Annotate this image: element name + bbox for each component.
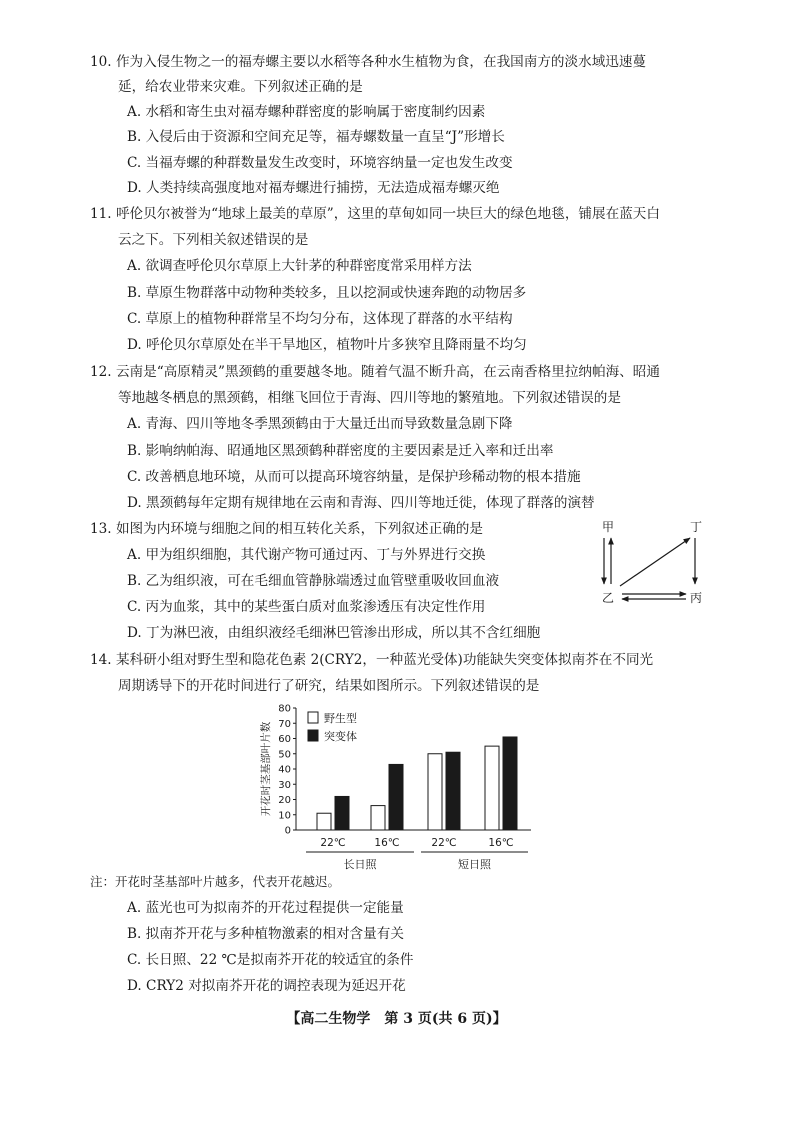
legend-swatch xyxy=(308,730,318,741)
q10-stem-line2: 延，给农业带来灾难。下列叙述正确的是 xyxy=(118,79,363,95)
y-tick-label: 50 xyxy=(278,749,291,761)
bar-wild-type-1 xyxy=(371,806,385,830)
q13-exchange-diagram xyxy=(594,518,714,606)
q14-option-b: B. 拟南芥开花与多种植物激素的相对含量有关 xyxy=(127,926,404,942)
x-tick-label: 22℃ xyxy=(431,837,457,849)
page-footer: 【高二生物学 第 3 页(共 6 页)】 xyxy=(286,1011,507,1027)
node-bing: 丙 xyxy=(690,591,703,605)
x-tick-label: 16℃ xyxy=(374,837,400,849)
q14-option-d: D. CRY2 对拟南芥开花的调控表现为延迟开花 xyxy=(127,978,406,994)
bar-mutant-0 xyxy=(335,796,349,830)
q14-stem-line2: 周期诱导下的开花时间进行了研究，结果如图所示。下列叙述错误的是 xyxy=(118,678,540,694)
x-tick-label: 22℃ xyxy=(320,837,346,849)
q13-option-d: D. 丁为淋巴液，由组织液经毛细淋巴管渗出形成，所以其不含红细胞 xyxy=(127,625,541,641)
q11-option-a: A. 欲调查呼伦贝尔草原上大针茅的种群密度常采用样方法 xyxy=(127,258,472,274)
bar-mutant-2 xyxy=(446,752,460,830)
q14-option-a: A. 蓝光也可为拟南芥的开花过程提供一定能量 xyxy=(127,900,404,916)
q11-stem-line1: 11. 呼伦贝尔被誉为“地球上最美的草原”，这里的草甸如同一块巨大的绿色地毯，铺展在蓝天白 xyxy=(90,206,660,222)
chart-labels xyxy=(259,704,514,872)
group-label: 长日照 xyxy=(343,858,377,871)
bar-mutant-1 xyxy=(389,764,403,830)
q12-stem-line1: 12. 云南是“高原精灵”黑颈鹤的重要越冬地。随着气温不断升高，在云南香格里拉纳帕海、昭通 xyxy=(90,364,660,380)
node-yi: 乙 xyxy=(602,591,615,605)
arrow-yi-to-ding xyxy=(620,538,690,586)
y-tick-label: 80 xyxy=(278,703,291,715)
q11-option-b: B. 草原生物群落中动物种类较多，且以挖洞或快速奔跑的动物居多 xyxy=(127,285,527,301)
q10-option-a: A. 水稻和寄生虫对福寿螺种群密度的影响属于密度制约因素 xyxy=(127,104,486,120)
x-tick-label: 16℃ xyxy=(488,837,514,849)
q14-option-c: C. 长日照、22 ℃是拟南芥开花的较适宜的条件 xyxy=(127,952,414,968)
q12-option-b: B. 影响纳帕海、昭通地区黑颈鹤种群密度的主要因素是迁入率和迁出率 xyxy=(127,443,554,459)
flowering-bar-chart xyxy=(256,700,546,872)
legend-swatch xyxy=(308,712,318,723)
q13-option-a: A. 甲为组织细胞，其代谢产物可通过丙、丁与外界进行交换 xyxy=(127,547,486,563)
q12-option-c: C. 改善栖息地环境，从而可以提高环境容纳量，是保护珍稀动物的根本措施 xyxy=(127,469,581,485)
y-tick-label: 70 xyxy=(278,718,291,730)
q10-stem-line1: 10. 作为入侵生物之一的福寿螺主要以水稻等各种水生植物为食，在我国南方的淡水域迅速蔓 xyxy=(90,54,647,70)
q11-option-d: D. 呼伦贝尔草原处在半干旱地区，植物叶片多狭窄且降雨量不均匀 xyxy=(127,337,527,353)
bar-mutant-3 xyxy=(503,737,517,830)
chart-legend xyxy=(308,711,357,743)
q10-option-b: B. 入侵后由于资源和空间充足等，福寿螺数量一直呈“J”形增长 xyxy=(127,129,505,145)
q11-option-c: C. 草原上的植物种群常呈不均匀分布，这体现了群落的水平结构 xyxy=(127,311,513,327)
y-tick-label: 0 xyxy=(284,825,291,837)
q11-stem-line2: 云之下。下列相关叙述错误的是 xyxy=(118,232,309,248)
bar-wild-type-2 xyxy=(428,754,442,830)
y-tick-label: 40 xyxy=(278,764,291,776)
legend-label: 突变体 xyxy=(324,730,357,743)
q14-stem-line1: 14. 某科研小组对野生型和隐花色素 2(CRY2，一种蓝光受体)功能缺失突变体拟南芥在不同光 xyxy=(90,652,654,668)
q12-option-a: A. 青海、四川等地冬季黑颈鹤由于大量迁出而导致数量急剧下降 xyxy=(127,416,513,432)
node-ding: 丁 xyxy=(690,520,703,534)
q10-option-c: C. 当福寿螺的种群数量发生改变时，环境容纳量一定也发生改变 xyxy=(127,155,513,171)
q12-stem-line2: 等地越冬栖息的黑颈鹤，相继飞回位于青海、四川等地的繁殖地。下列叙述错误的是 xyxy=(118,390,621,406)
bar-wild-type-0 xyxy=(317,813,331,830)
node-jia: 甲 xyxy=(602,520,615,534)
q13-stem-line1: 13. 如图为内环境与细胞之间的相互转化关系，下列叙述正确的是 xyxy=(90,521,483,537)
legend-label: 野生型 xyxy=(324,712,357,725)
q12-option-d: D. 黑颈鹤每年定期有规律地在云南和青海、四川等地迁徙，体现了群落的演替 xyxy=(127,495,595,511)
y-axis-label: 开花时茎基部叶片数 xyxy=(260,721,272,817)
y-tick-label: 10 xyxy=(278,810,291,822)
y-tick-label: 60 xyxy=(278,734,291,745)
y-tick-label: 30 xyxy=(278,779,291,791)
q13-option-c: C. 丙为血浆，其中的某些蛋白质对血浆渗透压有决定性作用 xyxy=(127,599,486,615)
q13-option-b: B. 乙为组织液，可在毛细血管静脉端透过血管壁重吸收回血液 xyxy=(127,573,500,589)
bar-wild-type-3 xyxy=(485,746,499,830)
chart-bars xyxy=(317,737,517,830)
q10-option-d: D. 人类持续高强度地对福寿螺进行捕捞，无法造成福寿螺灭绝 xyxy=(127,180,500,196)
q14-note: 注：开花时茎基部叶片越多，代表开花越迟。 xyxy=(90,874,341,889)
y-tick-label: 20 xyxy=(278,795,291,806)
group-label: 短日照 xyxy=(458,858,491,871)
